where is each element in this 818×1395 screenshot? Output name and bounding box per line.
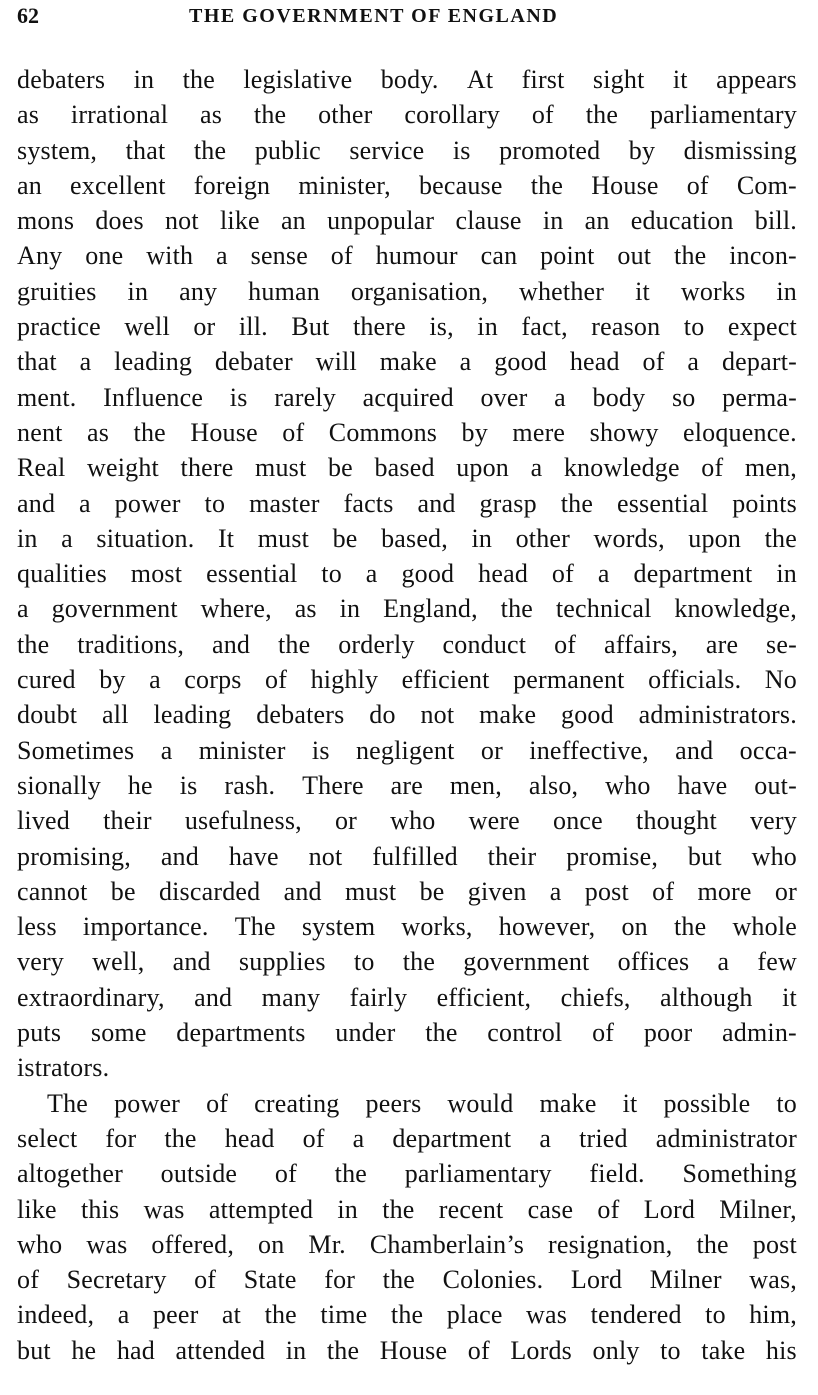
- text-line: a government where, as in England, the technical knowledge,: [17, 594, 797, 624]
- text-line: nent as the House of Commons by mere showy eloquence.: [17, 417, 797, 447]
- text-line: lived their usefulness, or who were once thought very: [17, 806, 797, 836]
- text-line: Sometimes a minister is negligent or ineffective, and occa-: [17, 735, 797, 765]
- text-line: sionally he is rash. There are men, also, who have out-: [17, 770, 797, 800]
- running-head: [17, 2, 797, 32]
- text-line: ment. Influence is rarely acquired over a body so perma-: [17, 382, 797, 412]
- text-line: cured by a corps of highly efficient permanent officials. No: [17, 665, 797, 695]
- text-line: altogether outside of the parliamentary field. Something: [17, 1159, 797, 1189]
- text-line: but he had attended in the House of Lords only to take his: [17, 1335, 797, 1365]
- text-line: qualities most essential to a good head of a department in: [17, 559, 797, 589]
- text-line: istrators.: [17, 1053, 110, 1083]
- text-line: practice well or ill. But there is, in fact, reason to expect: [17, 312, 797, 342]
- text-line: very well, and supplies to the government offices a few: [17, 947, 797, 977]
- text-line: gruities in any human organisation, whether it works in: [17, 276, 797, 306]
- text-line: promising, and have not fulfilled their promise, but who: [17, 841, 797, 871]
- text-line: indeed, a peer at the time the place was tendered to him,: [17, 1300, 797, 1330]
- running-title: THE GOVERNMENT OF ENGLAND: [189, 5, 559, 27]
- paragraph: [17, 62, 797, 1086]
- text-line: Real weight there must be based upon a knowledge of men,: [17, 453, 797, 483]
- text-line: of Secretary of State for the Colonies. Lord Milner was,: [17, 1265, 797, 1295]
- text-line: who was offered, on Mr. Chamberlain’s resignation, the post: [17, 1229, 797, 1259]
- text-line: as irrational as the other corollary of the parliamentary: [17, 100, 797, 130]
- text-line: cannot be discarded and must be given a post of more or: [17, 876, 797, 906]
- text-line: puts some departments under the control of poor admin-: [17, 1018, 797, 1048]
- text-line: the traditions, and the orderly conduct of affairs, are se-: [17, 629, 797, 659]
- text-line: debaters in the legislative body. At first sight it appears: [17, 65, 797, 94]
- text-line: and a power to master facts and grasp the essential points: [17, 488, 797, 518]
- page-number: 62: [17, 3, 39, 28]
- text-line: doubt all leading debaters do not make good administrators.: [17, 700, 797, 730]
- text-line: The power of creating peers would make it possible to: [47, 1088, 797, 1118]
- book-page: [17, 0, 797, 1395]
- text-line: an excellent foreign minister, because the House of Com-: [17, 170, 797, 200]
- text-line: like this was attempted in the recent case of Lord Milner,: [17, 1194, 797, 1224]
- text-line: in a situation. It must be based, in other words, upon the: [17, 523, 797, 553]
- text-line: mons does not like an unpopular clause in an education bill.: [17, 206, 797, 236]
- paragraph: [17, 1086, 797, 1368]
- body-text: [17, 62, 797, 1368]
- text-line: select for the head of a department a tried administrator: [17, 1123, 797, 1153]
- text-line: Any one with a sense of humour can point out the incon-: [17, 241, 797, 271]
- text-line: that a leading debater will make a good head of a depart-: [17, 347, 797, 377]
- text-line: less importance. The system works, however, on the whole: [17, 912, 797, 942]
- text-line: extraordinary, and many fairly efficient, chiefs, although it: [17, 982, 797, 1012]
- text-line: system, that the public service is promoted by dismissing: [17, 135, 797, 165]
